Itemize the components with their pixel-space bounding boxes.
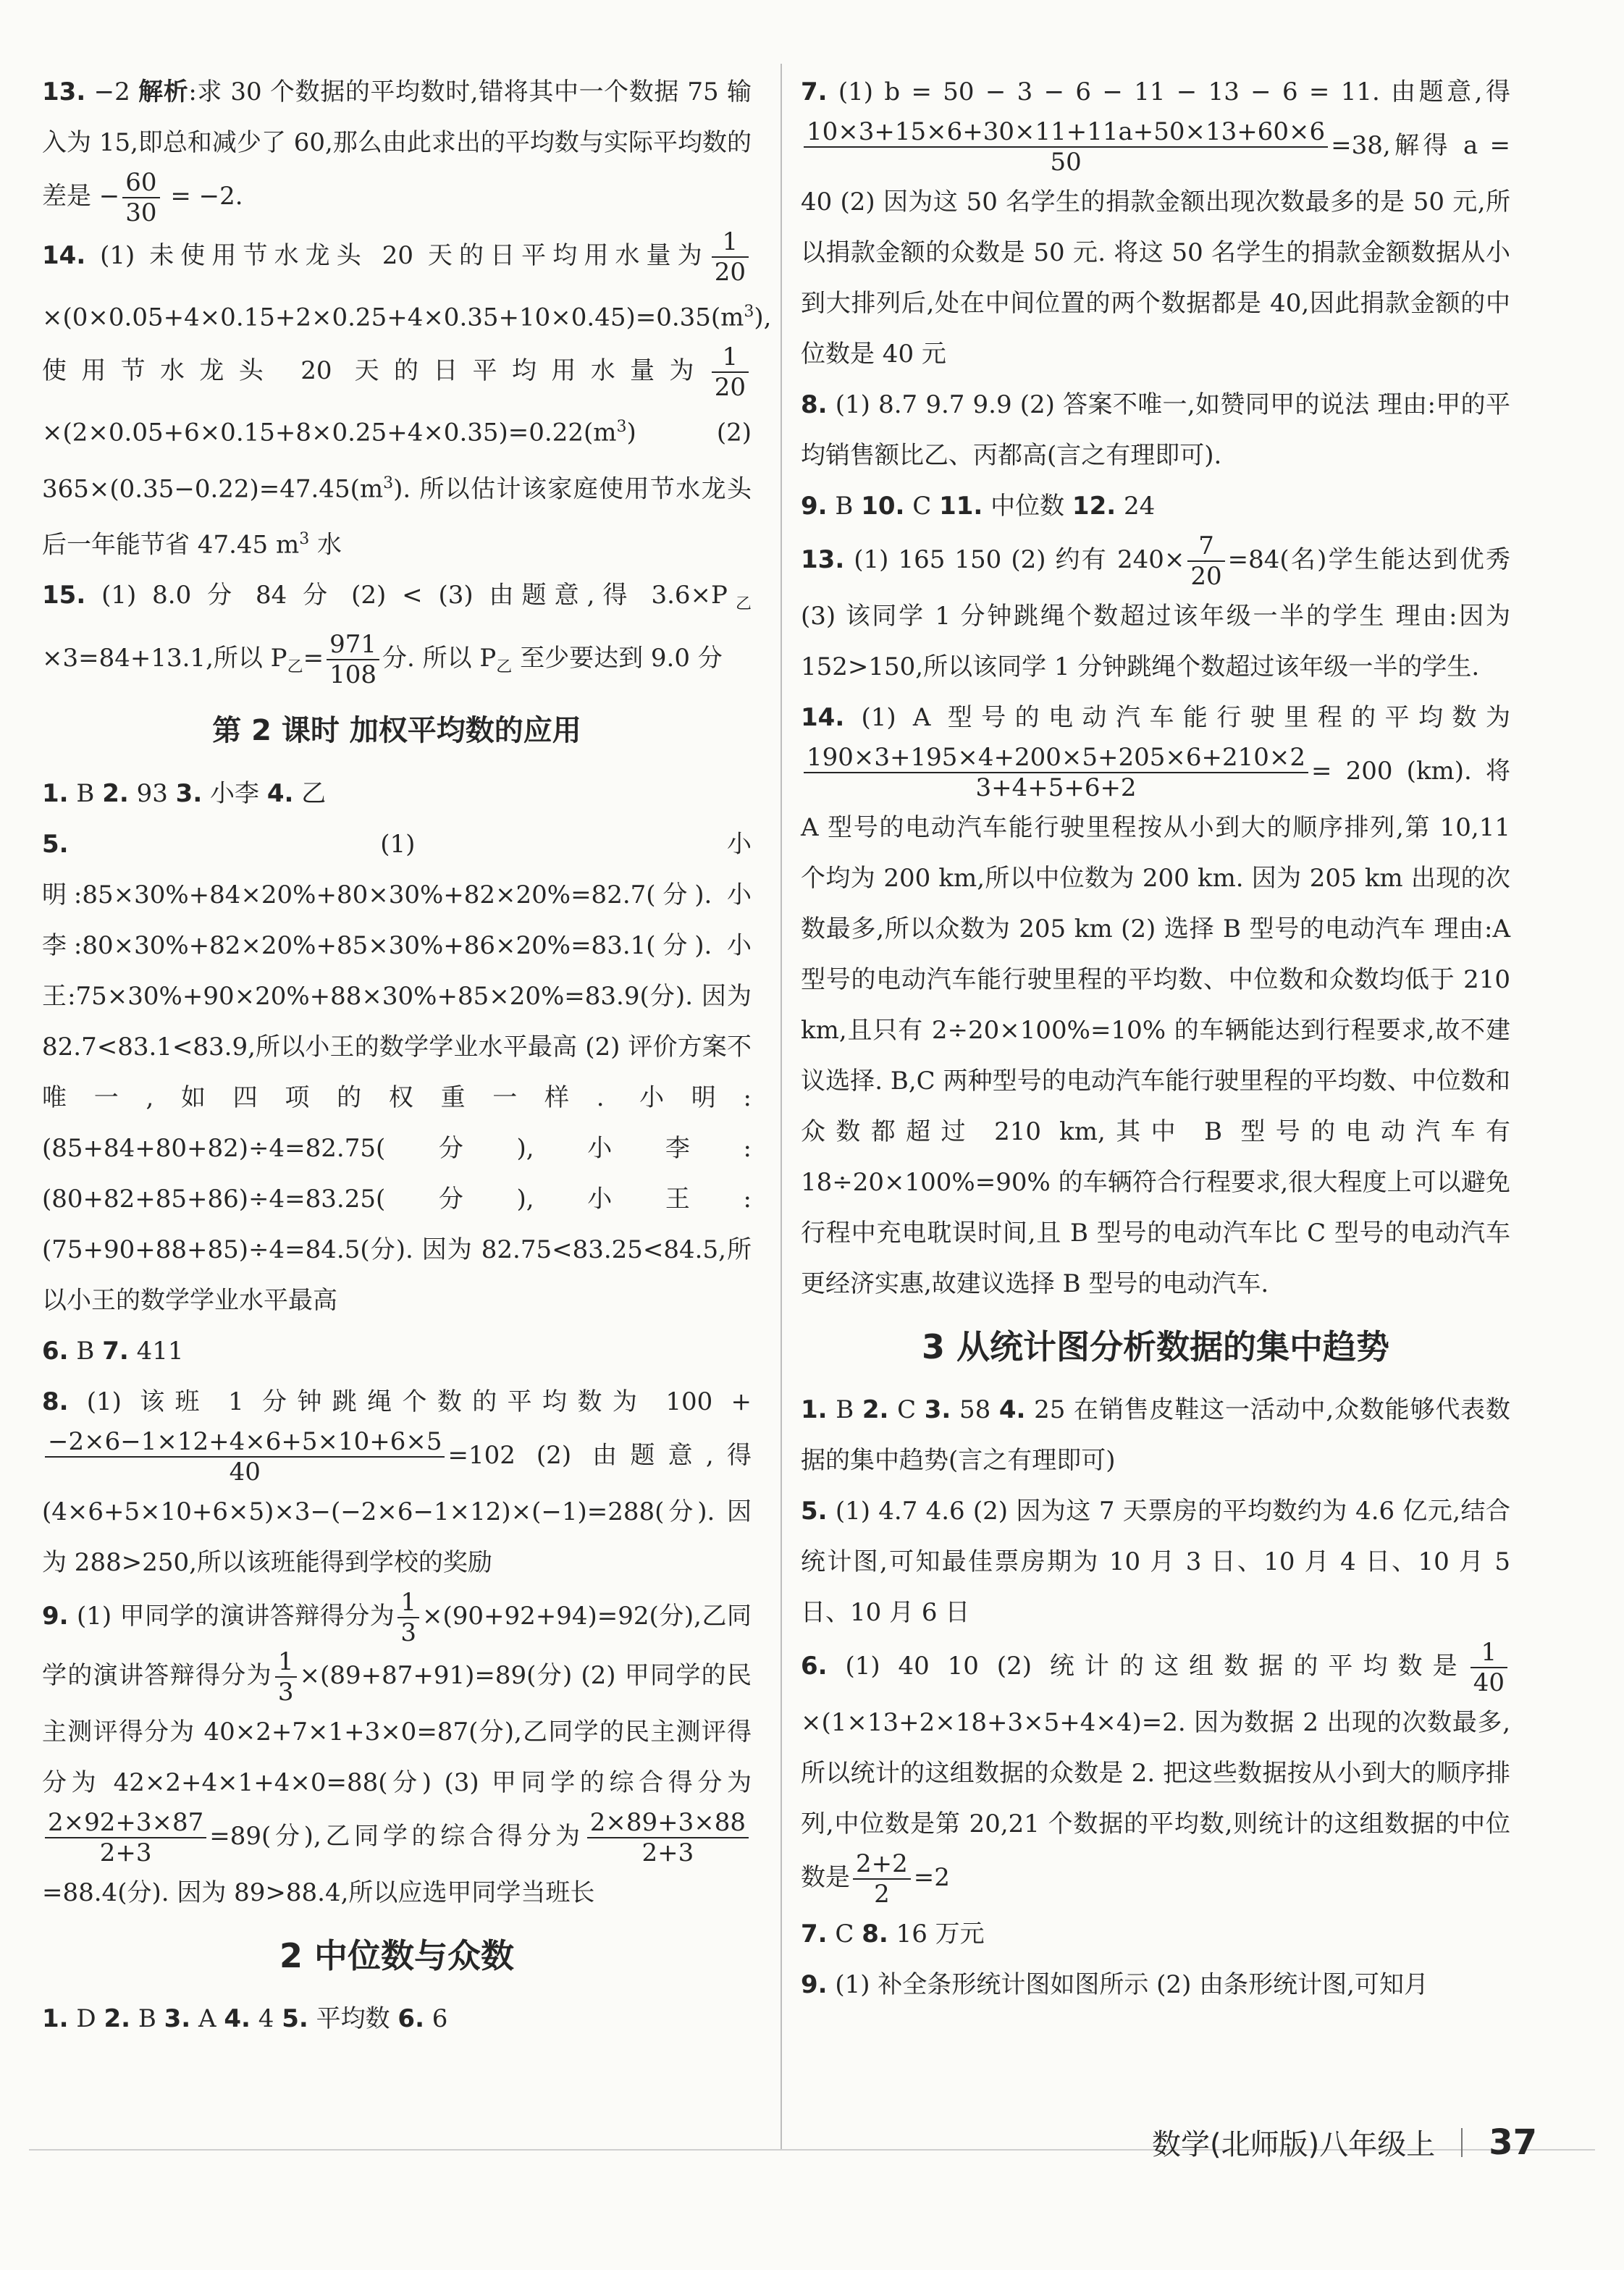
answers-7-8-sec3: 7. C 8. 16 万元 bbox=[801, 1920, 985, 1949]
answer-6-sec3: 6. (1) 40 10 (2) 统计的这组数据的平均数是 $\frac{1}{40}$ ×(1×13+2×18+3×5+4×4)=2. 因为数据 2 出现的次数最多,所以统计的这组数据的众数是 2. 把这些数据按从小到大的顺序排列,中位数是第 20,21 个数据的平均数,则统计的这组数据的中位数是 $\frac{2+2}{2}$ =2 bbox=[801, 1638, 1510, 1909]
page-footer bbox=[1152, 2122, 1537, 2163]
page-number: 37 bbox=[1489, 2122, 1537, 2163]
answers-1-4-sec3: 1. B 2. C 3. 58 4. 25 在销售皮鞋这一活动中,众数能够代表数据的集中趋势(言之有理即可) bbox=[801, 1395, 1511, 1475]
answer-5-sec3: 5. (1) 4.7 4.6 (2) 因为这 7 天票房的平均数约为 4.6 亿元,结合统计图,可知最佳票房期为 10 月 3 日、10 月 4 日、10 月 5 日、10 月 6 日 bbox=[801, 1497, 1511, 1627]
fraction: $\frac{971}{108}$ bbox=[327, 630, 379, 689]
answer-9: 9. (1) 甲同学的演讲答辩得分为 $\frac{1}{3}$ ×(90+92+94)=92(分),乙同学的演讲答辩得分为 $\frac{1}{3}$ ×(89+87+91)=89(分) (2) 甲同学的民主测评得分为 40×2+7×1+3×0=87(分),乙同学的民主测评得分为 42×2+4×1+4×0=88(分) (3) 甲同学的综合得分为 $\frac{2\times 92+3\times 87}{2+3}$ =89(分),乙同学的综合得分为 $\frac{2\times 89+3\times 88}{2+3}$ =88.4(分). 因为 89>88.4,所以应选甲同学当班长 bbox=[42, 1587, 752, 1907]
fraction: $\frac{2\times 92+3\times 87}{2+3}$ bbox=[45, 1808, 206, 1867]
answer-5: 5. (1) 小明:85×30%+84×20%+80×30%+82×20%=82.7(分). 小李:80×30%+82×20%+85×30%+86×20%=83.1(分). 小王:75×30%+90×20%+88×30%+85×20%=83.9(分). 因为 82.7<83.1<83.9,所以小王的数学学业水平最高 (2) 评价方案不唯一,如四项的权重一样. 小明:(85+84+80+82)÷4=82.75(分),小李:(80+82+85+86)÷4=83.25(分),小王:(75+90+88+85)÷4=84.5(分). 因为 82.75<83.25<84.5,所以小王的数学学业水平最高 bbox=[42, 829, 752, 1315]
answers-9-12: 9. B 10. C 11. 中位数 12. 24 bbox=[801, 492, 1156, 521]
answer-7-right: 7. (1) b = 50 − 3 − 6 − 11 − 13 − 6 = 11. 由题意,得 $\frac{10\times 3+15\times 6+30\times 11+11a+50\times 13+60\times 6}{50}$ =38,解得 a = 40 (2) 因为这 50 名学生的捐款金额出现次数最多的是 50 元,所以捐款金额的众数是 50 元. 将这 50 名学生的捐款金额数据从小到大排列后,处在中间位置的两个数据都是 40,因此捐款金额的中位数是 40 元 bbox=[801, 77, 1510, 369]
answer-14: 14. (1) 未使用节水龙头 20 天的日平均用水量为 $\frac{1}{20}$ $\times(0\times 0.05+4\times 0.15+2\times 0.25+4\times 0.35+10\times 0.45)=0.35(m^3)$,使用节水龙头 20 天的日平均用水量为 $\frac{1}{20}$ $\times(2\times 0.05+6\times 0.15+8\times 0.25+4\times 0.35)=0.22(m^3)$ (2) $365\times(0.35-0.22)=47.45(m^3)$. 所以估计该家庭使用节水龙头后一年能节省 47.45 $m^3$ 水 bbox=[42, 227, 772, 560]
footer-subject: 数学(北师版)八年级上 bbox=[1151, 2128, 1436, 2161]
fraction: $\frac{1}{40}$ bbox=[1471, 1638, 1507, 1697]
fraction: $\frac{1}{3}$ bbox=[275, 1647, 297, 1707]
left-column bbox=[42, 67, 772, 2044]
fraction: $\frac{7}{20}$ bbox=[1187, 531, 1224, 591]
fraction: $\frac{1}{20}$ bbox=[712, 342, 749, 402]
answer-14-right: 14. (1) A 型号的电动汽车能行驶里程的平均数为 $\frac{190\times 3+195\times 4+200\times 5+205\times 6+210\times 2}{3+4+5+6+2}$ = 200 (km). 将 A 型号的电动汽车能行驶里程按从小到大的顺序排列,第 10,11 个均为 200 km,所以中位数为 200 km. 因为 205 km 出现的次数最多,所以众数为 205 km (2) 选择 B 型号的电动汽车 理由:A 型号的电动汽车能行驶里程的平均数、中位数和众数均低于 210 km,且只有 2÷20×100%=10% 的车辆能达到行程要求,故不建议选择. B,C 两种型号的电动汽车能行驶里程的平均数、中位数和众数都超过 210 km,其中 B 型号的电动汽车有 18÷20×100%=90% 的车辆符合行程要求,很大程度上可以避免行程中充电耽误时间,且 B 型号的电动汽车比 C 型号的电动汽车更经济实惠,故建议选择 B 型号的电动汽车. bbox=[801, 703, 1510, 1298]
column-divider bbox=[781, 64, 782, 2149]
answer-8-right: 8. (1) 8.7 9.7 9.9 (2) 答案不唯一,如赞同甲的说法 理由:甲的平均销售额比乙、丙都高(言之有理即可). bbox=[801, 390, 1510, 470]
answer-13: 13. −2 解析:求 30 个数据的平均数时,错将其中一个数据 75 输入为 15,即总和减少了 60,那么由此求出的平均数与实际平均数的差是 − $\frac{60}{30}$ = −2. bbox=[42, 77, 752, 227]
section-heading-median-mode: 2 中位数与众数 bbox=[279, 1935, 515, 1975]
answer-9-sec3: 9. (1) 补全条形统计图如图所示 (2) 由条形统计图,可知月 bbox=[801, 1970, 1429, 1999]
answers-6-7: 6. B 7. 411 bbox=[42, 1336, 184, 1366]
answer-13-right: 13. (1) 165 150 (2) 约有 240× $\frac{7}{20}$ =84(名)学生能达到优秀 (3) 该同学 1 分钟跳绳个数超过该年级一半的学生 理由:因为 152>150,所以该同学 1 分钟跳绳个数超过该年级一半的学生. bbox=[801, 531, 1510, 681]
section-heading-stat-charts: 3 从统计图分析数据的集中趋势 bbox=[921, 1327, 1390, 1366]
fraction: $\frac{2+2}{2}$ bbox=[853, 1849, 911, 1909]
fraction: $\frac{1}{3}$ bbox=[397, 1588, 419, 1647]
answer-8: 8. (1) 该班 1 分钟跳绳个数的平均数为 100 + $\frac{-2\times 6-1\times 12+4\times 6+5\times 10+6\times 5}{40}$ =102 (2) 由题意,得 (4×6+5×10+6×5)×3−(−2×6−1×12)×(−1)=288(分). 因为 288>250,所以该班能得到学校的奖励 bbox=[42, 1387, 752, 1577]
footer-separator bbox=[1461, 2128, 1463, 2157]
section-heading-lesson-2: 第 2 课时 加权平均数的应用 bbox=[212, 713, 581, 747]
answers-1-4: 1. B 2. 93 3. 小李 4. 乙 bbox=[42, 778, 327, 808]
fraction: $\frac{60}{30}$ bbox=[122, 168, 159, 227]
answer-15: 15. (1) 8.0 分 84 分 (2) < (3) 由题意,得 $3.6\times P_乙\times 3=84+13.1$,所以 $P_乙=$ $\frac{971}{108}$ 分. 所以 $P_乙$ 至少要达到 9.0 分 bbox=[42, 581, 752, 690]
fraction: $\frac{1}{20}$ bbox=[712, 227, 749, 287]
fraction: $\frac{2\times 89+3\times 88}{2+3}$ bbox=[587, 1808, 749, 1867]
fraction: $\frac{10\times 3+15\times 6+30\times 11+11a+50\times 13+60\times 6}{50}$ bbox=[804, 117, 1328, 177]
answers-1-6-sec2: 1. D 2. B 3. A 4. 4 5. 平均数 6. 6 bbox=[42, 2004, 448, 2033]
fraction: $\frac{190\times 3+195\times 4+200\times 5+205\times 6+210\times 2}{3+4+5+6+2}$ bbox=[804, 743, 1308, 802]
right-column bbox=[801, 67, 1510, 2010]
fraction: $\frac{-2\times 6-1\times 12+4\times 6+5\times 10+6\times 5}{40}$ bbox=[45, 1427, 445, 1487]
